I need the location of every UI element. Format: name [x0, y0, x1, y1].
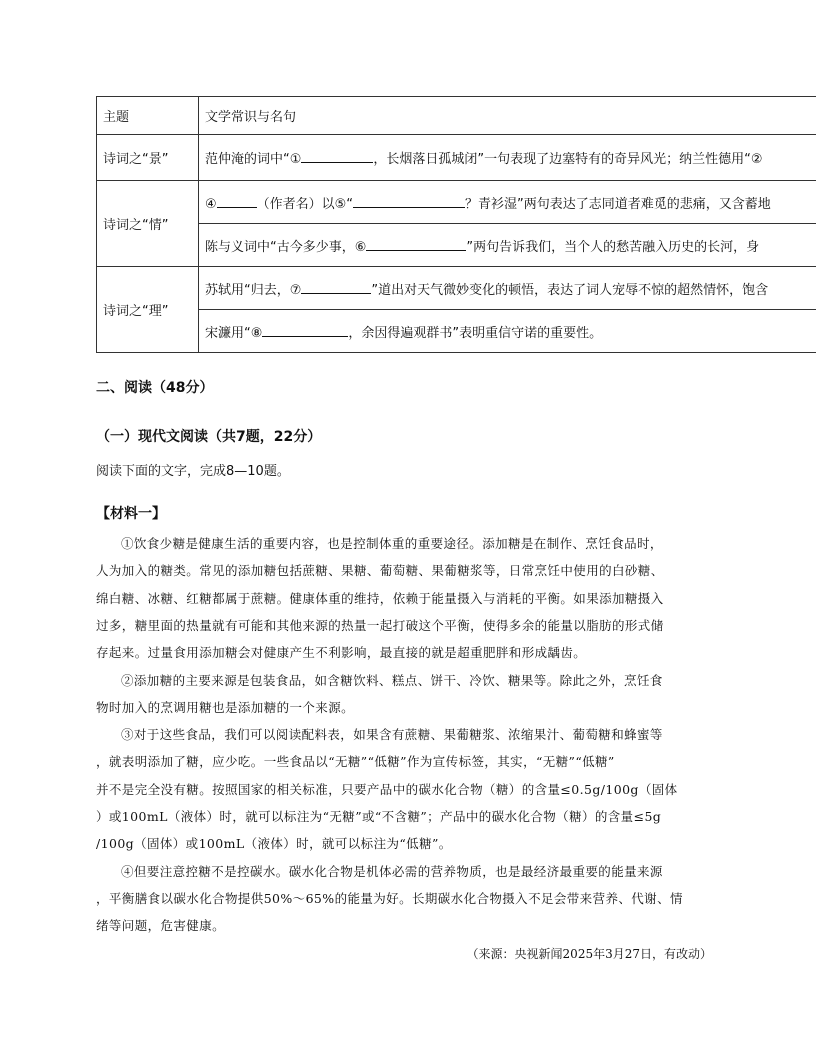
paragraph-line: 绪等问题，危害健康。 — [96, 918, 226, 934]
paragraph-line: 物时加入的烹调用糖也是添加糖的一个来源。 — [96, 699, 355, 715]
paragraph-line: /100g（固体）或100mL（液体）时，就可以标注为“低糖”。 — [96, 836, 452, 852]
table-row-jing — [97, 135, 816, 181]
instruction-text: 阅读下面的文字，完成8—10题。 — [96, 464, 290, 479]
qing-text-1b: （作者名）以⑤“ — [256, 196, 354, 212]
table-header-row — [97, 97, 816, 135]
material-title: 【材料一】 — [96, 506, 166, 522]
section-title: 二、阅读（48分） — [96, 380, 214, 396]
topic-li: 诗词之“理” — [97, 267, 199, 353]
paragraph-line: ②添加糖的主要来源是包装食品，如含糖饮料、糕点、饼干、冷饮、糖果等。除此之外，烹饪食 — [121, 672, 663, 688]
qing-text-2a: 陈与义词中“古今多少事，⑥ — [205, 239, 367, 255]
blank-5[interactable] — [353, 195, 465, 208]
paragraph-line: 过多，糖里面的热量就有可能和其他来源的热量一起打破这个平衡，使得多余的能量以脂肪的形式储 — [96, 617, 664, 633]
blank-4[interactable] — [217, 195, 257, 208]
table-row-li-2 — [97, 310, 816, 353]
paragraph-line: 存起来。过量食用添加糖会对健康产生不利影响，最直接的就是超重肥胖和形成龋齿。 — [96, 645, 587, 661]
subsection-title: （一）现代文阅读（共7题，22分） — [96, 429, 322, 445]
qing-text-1c: ？青衫湿”两句表达了志同道者难觅的悲痛，又含蓄地 — [465, 196, 771, 212]
topic-jing: 诗词之“景” — [97, 135, 199, 181]
paragraph-line: ④但要注意控糖不是控碳水。碳水化合物是机体必需的营养物质，也是最经济最重要的能量来源 — [121, 863, 663, 879]
blank-6[interactable] — [366, 238, 466, 251]
li-text-2b: ，余因得遍观群书”表明重信守诺的重要性。 — [348, 325, 603, 341]
paragraph-line: 并不是完全没有糖。按照国家的相关标准，只要产品中的碳水化合物（糖）的含量≤0.5g/100g（固体 — [96, 781, 678, 797]
table-row-qing-2 — [97, 224, 816, 267]
blank-7[interactable] — [301, 281, 371, 294]
qing-text-1a: ④ — [205, 196, 217, 212]
li-text-1b: ”道出对天气微妙变化的顿悟，表达了词人宠辱不惊的超然情怀，饱含 — [371, 282, 769, 298]
content-jing — [199, 135, 816, 181]
qing-text-2b: ”两句告诉我们，当个人的愁苦融入历史的长河，身 — [466, 239, 760, 255]
blank-8[interactable] — [262, 324, 348, 337]
content-li-2 — [199, 310, 816, 353]
header-topic-cell: 主题 — [97, 97, 199, 135]
content-li-1 — [199, 267, 816, 310]
content-qing-1 — [199, 181, 816, 224]
paragraph-line: ①饮食少糖是健康生活的重要内容，也是控制体重的重要途径。添加糖是在制作、烹饪食品时， — [121, 536, 663, 551]
blank-1[interactable] — [301, 150, 373, 163]
literature-table — [96, 96, 816, 359]
source-citation: （来源：央视新闻2025年3月27日，有改动） — [466, 947, 712, 961]
paragraph-line: 绵白糖、冰糖、红糖都属于蔗糖。健康体重的维持，依赖于能量摄入与消耗的平衡。如果添加糖摄入 — [96, 590, 664, 606]
topic-qing: 诗词之“情” — [97, 181, 199, 267]
li-text-2a: 宋濂用“⑧ — [205, 325, 263, 341]
table-row-qing-1 — [97, 181, 816, 224]
jing-text-pre: 范仲淹的词中“① — [205, 152, 302, 167]
paragraph-line: ）或100mL（液体）时，就可以标注为“无糖”或“不含糖”；产品中的碳水化合物（糖）的含量≤5g — [96, 809, 662, 824]
table-row-li-1 — [97, 267, 816, 310]
header-content-cell: 文学常识与名句 — [199, 97, 816, 135]
paragraph-line: ，就表明添加了糖，应少吃。一些食品以“无糖”“低糖”作为宣传标签，其实，“无糖”“低糖” — [96, 754, 615, 770]
content-qing-2 — [199, 224, 816, 267]
paragraph-line: ，平衡膳食以碳水化合物提供50%～65%的能量为好。长期碳水化合物摄入不足会带来营养、代谢、情 — [96, 890, 683, 906]
paragraph-line: ③对于这些食品，我们可以阅读配料表，如果含有蔗糖、果葡糖浆、浓缩果汁、葡萄糖和蜂蜜等 — [121, 727, 663, 743]
paragraph-line: 人为加入的糖类。常见的添加糖包括蔗糖、果糖、葡萄糖、果葡糖浆等，日常烹饪中使用的白砂糖、 — [96, 563, 664, 579]
jing-text-post: ，长烟落日孤城闭”一句表现了边塞特有的奇异风光；纳兰性德用“② — [373, 152, 763, 167]
li-text-1a: 苏轼用“归去，⑦ — [205, 282, 302, 298]
